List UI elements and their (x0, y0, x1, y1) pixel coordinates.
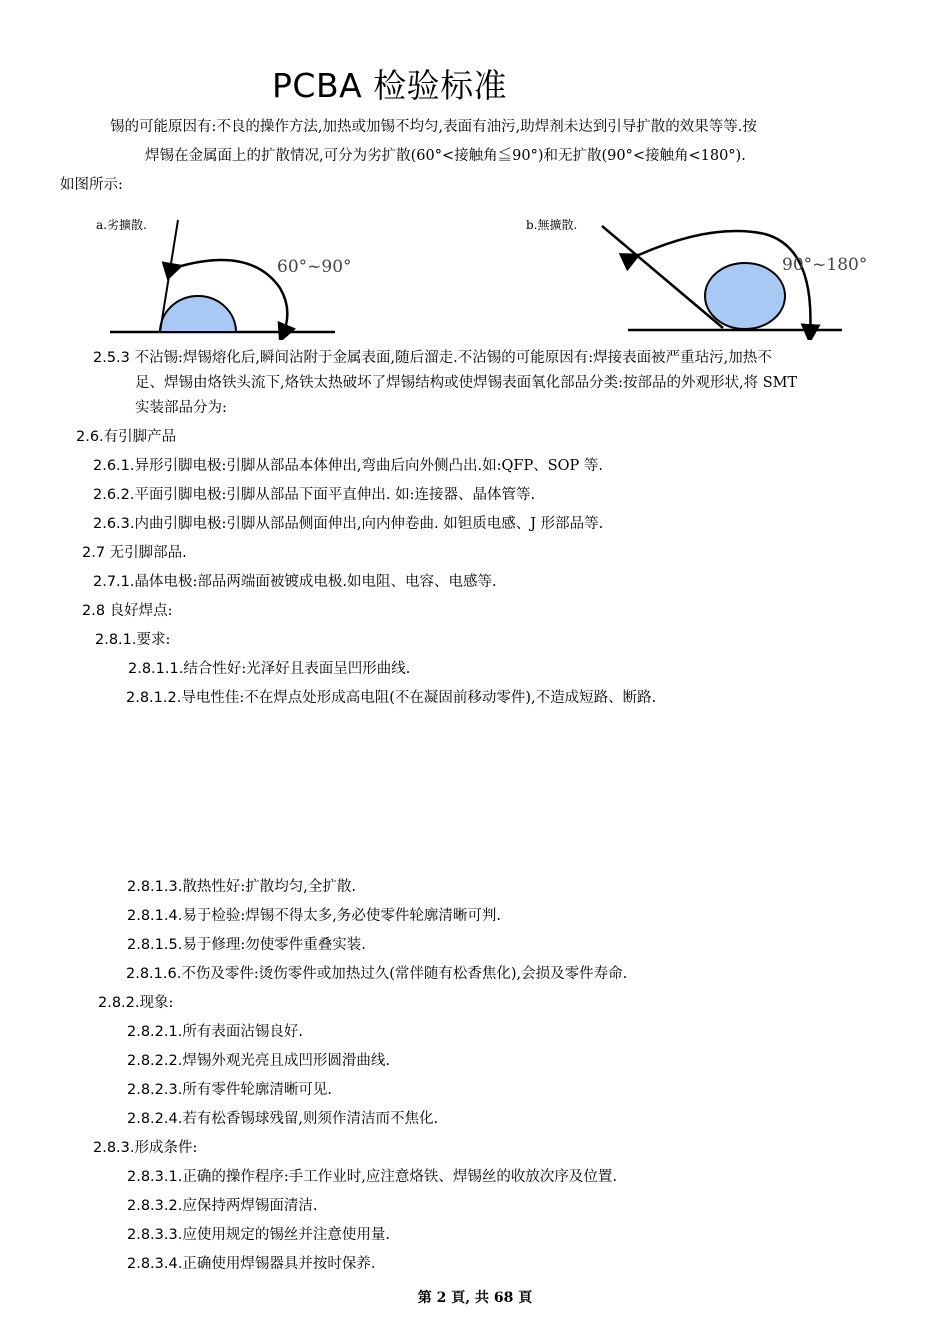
list-item: 2.8.3.3.应使用规定的锡丝并注意使用量. (127, 1227, 390, 1243)
list-item: 2.8.1.2.导电性佳:不在焊点处形成高电阻(不在凝固前移动零件),不造成短路、断路. (126, 690, 657, 706)
section-2-5-3-line-2: 足、焊锡由烙铁头流下,烙铁太热破坏了焊锡结构或使焊锡表面氧化部品分类:按部品的外观形状,将 SMT (135, 375, 798, 391)
intro-line-3: 如图所示: (60, 177, 123, 193)
list-item: 2.8.3.4.正确使用焊锡器具并按时保养. (127, 1256, 376, 1272)
figure-b-tangent-line (602, 226, 723, 328)
list-item: 2.8.2.3.所有零件轮廓清晰可见. (127, 1082, 332, 1098)
list-item: 2.6.1.异形引脚电极:引脚从部品本体伸出,弯曲后向外侧凸出.如:QFP、SOP 等. (93, 458, 604, 474)
section-2-5-3-line-1: 2.5.3 不沾锡:焊锡熔化后,瞬间沾附于金属表面,随后溜走.不沾锡的可能原因有:焊接表面被严重玷污,加热不 (93, 350, 772, 366)
figure-a-solder-drop (160, 296, 236, 332)
list-item: 2.8.3.形成条件: (93, 1140, 198, 1156)
list-item: 2.8.2.2.焊锡外观光亮且成凹形圆滑曲线. (127, 1053, 390, 1069)
list-item: 2.8.1.4.易于检验:焊锡不得太多,务必使零件轮廓清晰可判. (127, 908, 501, 924)
list-item: 2.6.2.平面引脚电极:引脚从部品下面平直伸出. 如:连接器、晶体管等. (93, 487, 536, 503)
list-item: 2.8.1.5.易于修理:勿使零件重叠实装. (127, 937, 366, 953)
list-item: 2.8.1.1.结合性好:光泽好且表面呈凹形曲线. (128, 661, 411, 677)
list-item: 2.8.2.4.若有松香锡球残留,则须作清洁而不焦化. (127, 1111, 439, 1127)
intro-line-1: 锡的可能原因有:不良的操作方法,加热或加锡不均匀,表面有油污,助焊剂未达到引导扩散的效果等等.按 (110, 119, 757, 135)
list-item: 2.8.1.要求: (95, 632, 171, 648)
intro-line-2: 焊锡在金属面上的扩散情况,可分为劣扩散(60°<接触角≦90°)和无扩散(90°<接触角<180°). (145, 148, 746, 164)
figure-a-caption: a.劣擴散. (96, 218, 147, 232)
page-footer: 第 2 頁, 共 68 頁 (417, 1290, 533, 1306)
section-2-5-3-line-3: 实装部品分为: (135, 400, 227, 416)
figure-b-caption: b.無擴散. (526, 218, 578, 232)
list-item: 2.8.2.现象: (98, 995, 174, 1011)
figure-b-no-wetting (520, 210, 880, 340)
figure-a-poor-wetting (90, 210, 370, 340)
figure-b-angle-label: 90°~180° (782, 255, 868, 275)
list-item: 2.7.1.晶体电极:部品两端面被镀成电极.如电阻、电容、电感等. (93, 574, 497, 590)
list-item: 2.7 无引脚部品. (82, 545, 187, 561)
figure-a-angle-label: 60°~90° (277, 257, 352, 277)
list-item: 2.8.2.1.所有表面沾锡良好. (127, 1024, 303, 1040)
list-item: 2.8.3.2.应保持两焊锡面清洁. (127, 1198, 318, 1214)
list-item: 2.8.1.3.散热性好:扩散均匀,全扩散. (127, 879, 356, 895)
list-item: 2.6.3.内曲引脚电极:引脚从部品侧面伸出,向内伸卷曲. 如钽质电感、J 形部品等. (93, 516, 604, 532)
figure-b-solder-ball (705, 263, 785, 329)
list-item: 2.8 良好焊点: (82, 603, 173, 619)
list-item: 2.8.1.6.不伤及零件:烫伤零件或加热过久(常伴随有松香焦化),会损及零件寿命. (126, 966, 628, 982)
list-item: 2.8.3.1.正确的操作程序:手工作业时,应注意烙铁、焊锡丝的收放次序及位置. (127, 1169, 617, 1185)
list-item: 2.6.有引脚产品 (76, 429, 177, 445)
page-title: PCBA 检验标准 (272, 66, 508, 105)
